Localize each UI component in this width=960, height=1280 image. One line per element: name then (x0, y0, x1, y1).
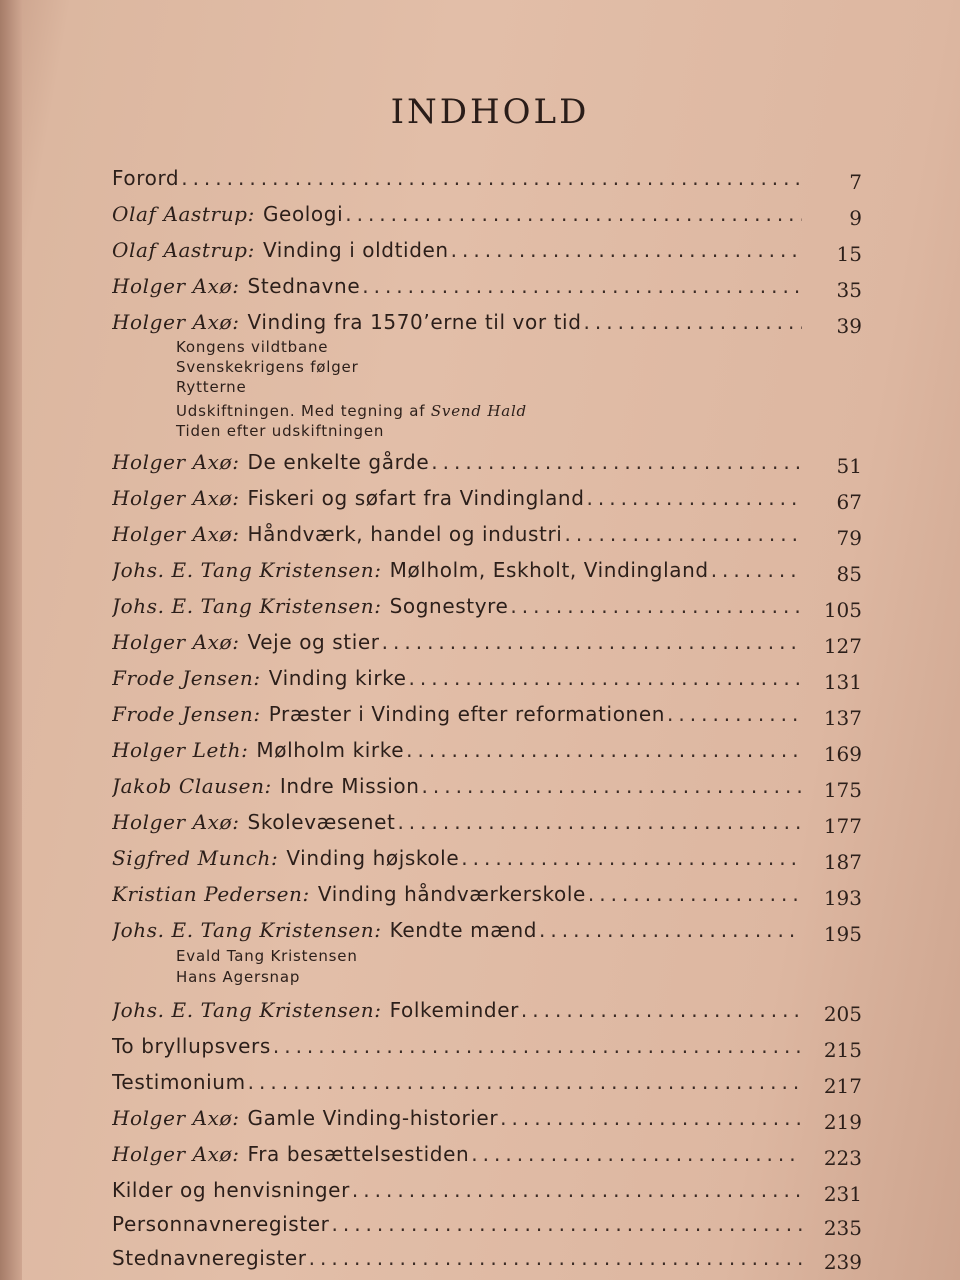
entry-author: Holger Leth: (112, 738, 249, 762)
leader-dots (451, 238, 802, 262)
entry-author: Frode Jensen: (112, 666, 261, 690)
leader-dots (539, 918, 802, 942)
leader-dots (431, 450, 802, 474)
entry-page-number: 235 (823, 1216, 862, 1240)
entry-author: Holger Axø: (112, 486, 240, 510)
entry-page-number: 193 (823, 886, 862, 910)
entry-title: Vinding højskole (286, 846, 460, 870)
entry-title: Kendte mænd (389, 918, 538, 942)
toc-entry (112, 1246, 862, 1280)
entry-title: De enkelte gårde (247, 450, 430, 474)
entry-page-number: 169 (823, 742, 862, 766)
entry-author: Johs. E. Tang Kristensen: (112, 558, 382, 582)
subsection: Hans Agersnap (176, 968, 301, 986)
entry-author: Johs. E. Tang Kristensen: (112, 998, 382, 1022)
subsection: Rytterne (176, 378, 247, 396)
entry-page-number: 223 (823, 1146, 862, 1170)
entry-title: Forord (112, 166, 180, 190)
entry-author: Sigfred Munch: (112, 846, 279, 870)
entry-author: Holger Axø: (112, 274, 240, 298)
leader-dots (667, 702, 802, 726)
leader-dots (397, 810, 802, 834)
toc-entry (112, 702, 862, 736)
toc-entry (112, 1178, 862, 1212)
entry-title: Vinding kirke (268, 666, 407, 690)
leader-dots (422, 774, 802, 798)
toc-entry (112, 1212, 862, 1246)
leader-dots (409, 666, 802, 690)
toc-entry (112, 882, 862, 916)
toc-entry (112, 1034, 862, 1068)
entry-title: Personnavneregister (112, 1212, 330, 1236)
entry-title: Folkeminder (389, 998, 519, 1022)
toc-entry (112, 1070, 862, 1104)
entry-page-number: 105 (823, 598, 862, 622)
subsection: Evald Tang Kristensen (176, 947, 358, 965)
entry-page-number: 205 (823, 1002, 862, 1026)
entry-author: Olaf Aastrup: (112, 238, 255, 262)
entry-author: Kristian Pedersen: (112, 882, 310, 906)
entry-author: Olaf Aastrup: (112, 202, 255, 226)
subsection (176, 402, 527, 420)
entry-page-number: 9 (849, 206, 862, 230)
entry-page-number: 219 (823, 1110, 862, 1134)
toc-entry (112, 630, 862, 664)
entry-page-number: 217 (823, 1074, 862, 1098)
subsection-text: Udskiftningen. Med tegning af (176, 402, 426, 420)
toc-entry (112, 166, 862, 200)
leader-dots (500, 1106, 802, 1130)
entry-page-number: 127 (823, 634, 862, 658)
entry-page-number: 177 (823, 814, 862, 838)
entry-page-number: 175 (823, 778, 862, 802)
entry-title: Mølholm kirke (256, 738, 405, 762)
leader-dots (352, 1178, 802, 1202)
entry-title: Stednavneregister (112, 1246, 307, 1270)
entry-author: Holger Axø: (112, 630, 240, 654)
toc-entry (112, 202, 862, 236)
entry-author: Holger Axø: (112, 522, 240, 546)
toc-entry (112, 594, 862, 628)
entry-author: Jakob Clausen: (112, 774, 272, 798)
toc-entry (112, 810, 862, 844)
toc-entry (112, 558, 862, 592)
entry-title: Gamle Vinding-historier (247, 1106, 499, 1130)
entry-page-number: 137 (823, 706, 862, 730)
entry-title: To bryllupsvers (112, 1034, 271, 1058)
entry-page-number: 85 (836, 562, 862, 586)
entry-page-number: 79 (836, 526, 862, 550)
entry-page-number: 239 (823, 1250, 862, 1274)
toc-entry (112, 450, 862, 484)
leader-dots (711, 558, 802, 582)
leader-dots (510, 594, 802, 618)
toc-entry (112, 1142, 862, 1176)
toc-entry (112, 486, 862, 520)
subsection: Kongens vildtbane (176, 338, 329, 356)
entry-title: Vinding fra 1570’erne til vor tid (247, 310, 582, 334)
entry-page-number: 215 (823, 1038, 862, 1062)
entry-title: Stednavne (247, 274, 361, 298)
entry-page-number: 7 (849, 170, 862, 194)
entry-page-number: 35 (836, 278, 862, 302)
entry-title: Sognestyre (389, 594, 509, 618)
entry-title: Håndværk, handel og industri (247, 522, 563, 546)
toc-entry (112, 774, 862, 808)
toc-entry (112, 666, 862, 700)
entry-page-number: 231 (823, 1182, 862, 1206)
leader-dots (362, 274, 802, 298)
leader-dots (248, 1070, 802, 1094)
entry-author: Johs. E. Tang Kristensen: (112, 594, 382, 618)
leader-dots (273, 1034, 802, 1058)
entry-title: Fra besættelsestiden (247, 1142, 470, 1166)
leader-dots (406, 738, 802, 762)
entry-author: Holger Axø: (112, 1106, 240, 1130)
entry-page-number: 67 (836, 490, 862, 514)
toc-entry (112, 522, 862, 556)
leader-dots (309, 1246, 802, 1270)
entry-page-number: 195 (823, 922, 862, 946)
leader-dots (382, 630, 802, 654)
subsection: Tiden efter udskiftningen (176, 422, 385, 440)
leader-dots (564, 522, 802, 546)
entry-title: Præster i Vinding efter reformationen (268, 702, 666, 726)
entry-title: Kilder og henvisninger (112, 1178, 350, 1202)
entry-author: Frode Jensen: (112, 702, 261, 726)
entry-title: Veje og stier (247, 630, 380, 654)
entry-author: Holger Axø: (112, 450, 240, 474)
toc-entry (112, 238, 862, 272)
entry-author: Holger Axø: (112, 1142, 240, 1166)
leader-dots (181, 166, 802, 190)
leader-dots (521, 998, 802, 1022)
entry-page-number: 15 (836, 242, 862, 266)
entry-title: Geologi (262, 202, 344, 226)
toc-entry (112, 738, 862, 772)
toc-entry (112, 846, 862, 880)
leader-dots (471, 1142, 802, 1166)
entry-title: Vinding håndværkerskole (317, 882, 586, 906)
leader-dots (331, 1212, 802, 1236)
entry-title: Indre Mission (279, 774, 420, 798)
leader-dots (588, 882, 802, 906)
leader-dots (584, 310, 802, 334)
entry-page-number: 39 (836, 314, 862, 338)
entry-page-number: 187 (823, 850, 862, 874)
entry-title: Skolevæsenet (247, 810, 396, 834)
entry-title: Vinding i oldtiden (262, 238, 449, 262)
leader-dots (587, 486, 802, 510)
entry-author: Holger Axø: (112, 310, 240, 334)
entry-title: Fiskeri og søfart fra Vindingland (247, 486, 585, 510)
illustrator-name: Svend Hald (430, 402, 527, 420)
entry-title: Mølholm, Eskholt, Vindingland (389, 558, 709, 582)
entry-page-number: 131 (823, 670, 862, 694)
entry-title: Testimonium (112, 1070, 246, 1094)
subsection: Svenskekrigens følger (176, 358, 359, 376)
toc-entry (112, 1106, 862, 1140)
toc-entry (112, 274, 862, 308)
entry-page-number: 51 (836, 454, 862, 478)
entry-author: Johs. E. Tang Kristensen: (112, 918, 382, 942)
leader-dots (461, 846, 802, 870)
page-title: INDHOLD (390, 92, 590, 132)
leader-dots (345, 202, 802, 226)
toc-entry (112, 998, 862, 1032)
entry-author: Holger Axø: (112, 810, 240, 834)
